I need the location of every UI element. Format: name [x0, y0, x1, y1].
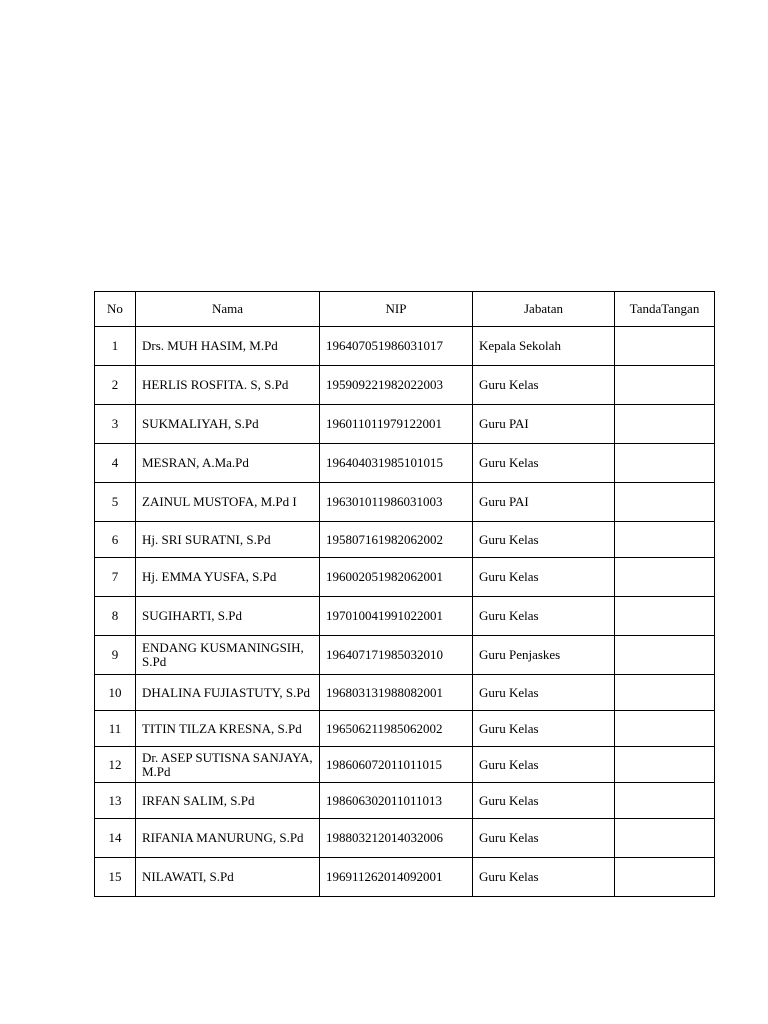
table-row	[95, 711, 715, 747]
cell-nama: Hj. EMMA YUSFA, S.Pd	[136, 558, 320, 597]
cell-nama: TITIN TILZA KRESNA, S.Pd	[136, 711, 320, 747]
cell-tanda-tangan	[615, 597, 715, 636]
cell-tanda-tangan	[615, 405, 715, 444]
cell-nama: ZAINUL MUSTOFA, M.Pd I	[136, 483, 320, 522]
cell-jabatan: Kepala Sekolah	[473, 327, 615, 366]
cell-jabatan: Guru Kelas	[473, 444, 615, 483]
cell-no: 14	[95, 819, 136, 858]
cell-nip: 198606072011011015	[320, 747, 473, 783]
table-row	[95, 483, 715, 522]
cell-nama: ENDANG KUSMANINGSIH, S.Pd	[136, 636, 320, 675]
cell-nama: HERLIS ROSFITA. S, S.Pd	[136, 366, 320, 405]
cell-nip: 196506211985062002	[320, 711, 473, 747]
cell-no: 10	[95, 675, 136, 711]
cell-no: 13	[95, 783, 136, 819]
cell-nip: 195909221982022003	[320, 366, 473, 405]
cell-nama: Dr. ASEP SUTISNA SANJAYA, M.Pd	[136, 747, 320, 783]
cell-no: 12	[95, 747, 136, 783]
table-row	[95, 597, 715, 636]
cell-nip: 196407171985032010	[320, 636, 473, 675]
cell-nama: RIFANIA MANURUNG, S.Pd	[136, 819, 320, 858]
cell-tanda-tangan	[615, 483, 715, 522]
cell-no: 11	[95, 711, 136, 747]
table-body	[95, 327, 715, 897]
cell-nama: DHALINA FUJIASTUTY, S.Pd	[136, 675, 320, 711]
cell-jabatan: Guru Kelas	[473, 675, 615, 711]
cell-no: 1	[95, 327, 136, 366]
staff-table	[94, 291, 715, 897]
cell-tanda-tangan	[615, 327, 715, 366]
table-row	[95, 444, 715, 483]
cell-jabatan: Guru PAI	[473, 483, 615, 522]
cell-tanda-tangan	[615, 711, 715, 747]
cell-jabatan: Guru Kelas	[473, 366, 615, 405]
cell-nip: 198803212014032006	[320, 819, 473, 858]
cell-tanda-tangan	[615, 858, 715, 897]
cell-nip: 196911262014092001	[320, 858, 473, 897]
cell-nip: 195807161982062002	[320, 522, 473, 558]
cell-no: 4	[95, 444, 136, 483]
cell-nama: SUKMALIYAH, S.Pd	[136, 405, 320, 444]
cell-jabatan: Guru Kelas	[473, 858, 615, 897]
table-row	[95, 366, 715, 405]
cell-jabatan: Guru Kelas	[473, 522, 615, 558]
table-row	[95, 636, 715, 675]
cell-jabatan: Guru Kelas	[473, 558, 615, 597]
cell-jabatan: Guru Kelas	[473, 711, 615, 747]
table-row	[95, 747, 715, 783]
cell-no: 3	[95, 405, 136, 444]
cell-jabatan: Guru Kelas	[473, 747, 615, 783]
cell-jabatan: Guru Penjaskes	[473, 636, 615, 675]
cell-nip: 196404031985101015	[320, 444, 473, 483]
cell-no: 15	[95, 858, 136, 897]
cell-tanda-tangan	[615, 819, 715, 858]
cell-no: 9	[95, 636, 136, 675]
cell-no: 5	[95, 483, 136, 522]
cell-jabatan: Guru Kelas	[473, 819, 615, 858]
cell-no: 7	[95, 558, 136, 597]
header-nama: Nama	[136, 292, 320, 327]
cell-nama: MESRAN, A.Ma.Pd	[136, 444, 320, 483]
cell-nip: 197010041991022001	[320, 597, 473, 636]
header-jabatan: Jabatan	[473, 292, 615, 327]
cell-tanda-tangan	[615, 522, 715, 558]
table-row	[95, 327, 715, 366]
cell-nip: 196011011979122001	[320, 405, 473, 444]
table-row	[95, 819, 715, 858]
cell-jabatan: Guru Kelas	[473, 783, 615, 819]
header-nip: NIP	[320, 292, 473, 327]
cell-nip: 196301011986031003	[320, 483, 473, 522]
table-row	[95, 783, 715, 819]
cell-tanda-tangan	[615, 636, 715, 675]
cell-tanda-tangan	[615, 783, 715, 819]
table-row	[95, 558, 715, 597]
cell-tanda-tangan	[615, 444, 715, 483]
cell-no: 6	[95, 522, 136, 558]
table-header-row	[95, 292, 715, 327]
cell-nip: 196407051986031017	[320, 327, 473, 366]
cell-nama: Drs. MUH HASIM, M.Pd	[136, 327, 320, 366]
header-tanda-tangan: TandaTangan	[615, 292, 715, 327]
cell-tanda-tangan	[615, 747, 715, 783]
cell-nama: NILAWATI, S.Pd	[136, 858, 320, 897]
cell-tanda-tangan	[615, 675, 715, 711]
cell-nip: 196002051982062001	[320, 558, 473, 597]
cell-nama: Hj. SRI SURATNI, S.Pd	[136, 522, 320, 558]
cell-nip: 198606302011011013	[320, 783, 473, 819]
cell-jabatan: Guru Kelas	[473, 597, 615, 636]
cell-nama: IRFAN SALIM, S.Pd	[136, 783, 320, 819]
cell-tanda-tangan	[615, 558, 715, 597]
cell-no: 8	[95, 597, 136, 636]
table-row	[95, 858, 715, 897]
table-row	[95, 522, 715, 558]
cell-tanda-tangan	[615, 366, 715, 405]
table-row	[95, 675, 715, 711]
header-no: No	[95, 292, 136, 327]
table-row	[95, 405, 715, 444]
cell-no: 2	[95, 366, 136, 405]
cell-nama: SUGIHARTI, S.Pd	[136, 597, 320, 636]
cell-jabatan: Guru PAI	[473, 405, 615, 444]
cell-nip: 196803131988082001	[320, 675, 473, 711]
